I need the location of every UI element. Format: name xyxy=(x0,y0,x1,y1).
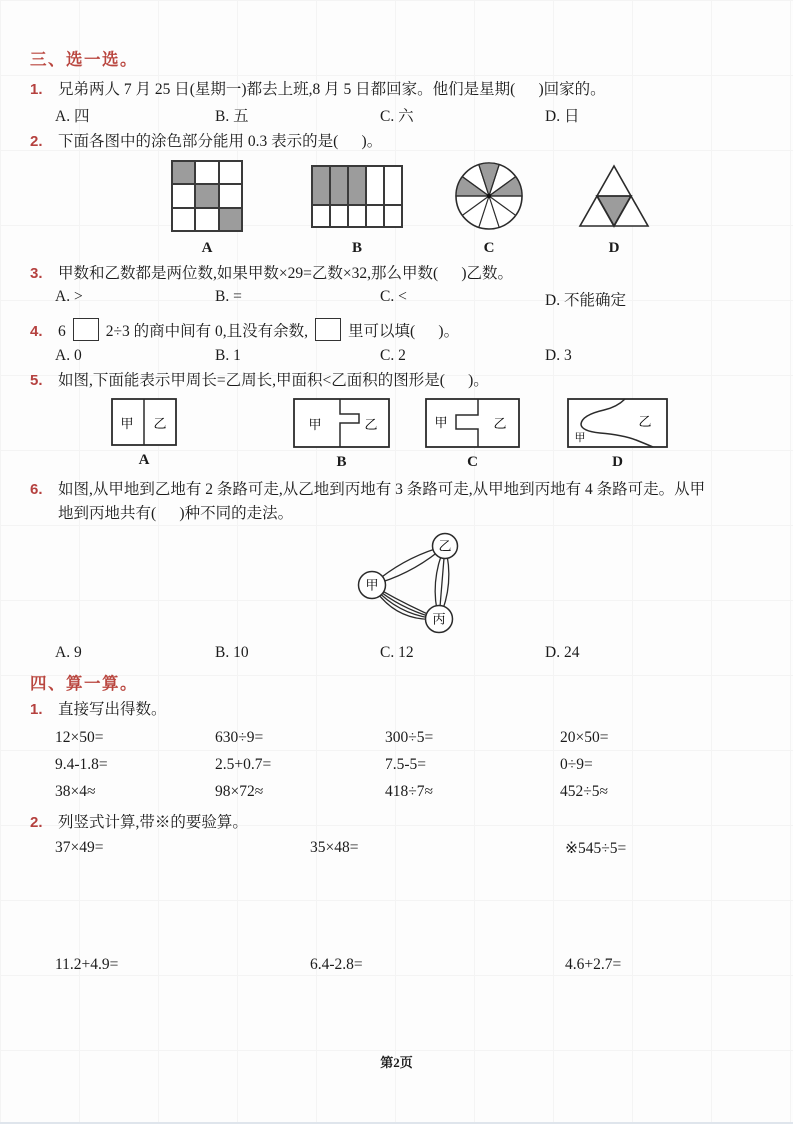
blank-box xyxy=(73,318,99,341)
question-2 xyxy=(30,130,765,154)
question-3-option-a: A. > xyxy=(55,288,83,306)
question-2-figure-d xyxy=(574,158,654,256)
q2-figure-a-label: A xyxy=(201,240,213,257)
calc-question-1-number: 1. xyxy=(30,701,43,719)
question-6-text: 如图,从甲地到乙地有 2 条路可走,从乙地到丙地有 3 条路可走,从甲地到丙地有 4 条路可走。从甲 地到丙地共有( )种不同的走法。 xyxy=(58,481,706,523)
q6-node-yi: 乙 xyxy=(438,538,452,554)
question-6 xyxy=(30,478,765,526)
q6-node-jia: 甲 xyxy=(365,577,379,593)
question-5-figure-d xyxy=(567,398,668,470)
problem: 20×50= xyxy=(560,729,609,747)
q2-figure-b-label: B xyxy=(351,240,362,257)
calc-question-2-number: 2. xyxy=(30,814,43,832)
question-3 xyxy=(30,262,765,286)
question-5-number: 5. xyxy=(30,372,43,390)
q5-wavy-split-figure xyxy=(567,398,668,448)
calc-question-1 xyxy=(30,698,765,722)
q5-figure-c-label: C xyxy=(467,454,478,471)
question-3-text: 甲数和乙数都是两位数,如果甲数×29=乙数×32,那么甲数( )乙数。 xyxy=(58,265,514,283)
page-number: 第2页 xyxy=(380,1055,413,1070)
calc-question-2-text: 列竖式计算,带※的要验算。 xyxy=(58,814,248,832)
question-6-option-b: B. 10 xyxy=(215,644,249,662)
problem: 0÷9= xyxy=(560,756,593,774)
question-3-option-b: B. = xyxy=(215,288,242,306)
svg-text:甲: 甲 xyxy=(308,417,322,433)
problem: 38×4≈ xyxy=(55,783,96,801)
question-2-figure-a xyxy=(171,158,243,256)
question-4-option-c: C. 2 xyxy=(380,347,406,365)
question-5-figures xyxy=(30,398,765,470)
problem: 35×48= xyxy=(310,839,359,857)
question-1-option-b: B. 五 xyxy=(215,108,249,126)
q6-paths-diagram xyxy=(338,526,508,640)
svg-text:乙: 乙 xyxy=(493,416,507,432)
problem: 2.5+0.7= xyxy=(215,756,272,774)
question-2-figure-b xyxy=(311,158,403,256)
q2-grid-figure xyxy=(171,160,243,232)
question-5 xyxy=(30,369,765,393)
section4-heading: 四、算一算。 xyxy=(30,675,138,694)
problem: 4.6+2.7= xyxy=(565,956,622,974)
q5-figure-b-label: B xyxy=(336,454,347,471)
question-4-option-d: D. 3 xyxy=(545,347,572,365)
question-6-option-d: D. 24 xyxy=(545,644,580,662)
question-6-number: 6. xyxy=(30,481,43,499)
question-1-text: 兄弟两人 7 月 25 日(星期一)都去上班,8 月 5 日都回家。他们是星期( )回家的。 xyxy=(58,81,606,98)
svg-text:甲: 甲 xyxy=(120,416,134,432)
q2-figure-d-label: D xyxy=(608,240,620,257)
problem: 630÷9= xyxy=(215,729,264,747)
question-6-options xyxy=(30,644,765,662)
problem: ※545÷5= xyxy=(565,840,627,858)
question-3-option-d: D. 不能确定 xyxy=(545,292,626,310)
svg-text:甲: 甲 xyxy=(434,415,448,431)
problem: 9.4-1.8= xyxy=(55,756,108,774)
svg-text:甲: 甲 xyxy=(574,432,586,445)
question-1-option-c: C. 六 xyxy=(380,108,414,126)
question-5-figure-b xyxy=(293,398,390,470)
question-2-figures xyxy=(30,158,765,256)
question-2-figure-c xyxy=(452,158,526,256)
question-1-number: 1. xyxy=(30,81,43,98)
q2-pie-figure xyxy=(452,159,526,233)
question-6-diagram-wrap xyxy=(30,526,765,640)
problem: 37×49= xyxy=(55,839,104,857)
column-calc-row-2 xyxy=(30,956,765,974)
q2-triangle-figure xyxy=(574,162,654,230)
question-4-option-a: A. 0 xyxy=(55,347,82,365)
problem: 300÷5= xyxy=(385,729,434,747)
problem: 6.4-2.8= xyxy=(310,956,363,974)
question-4-options xyxy=(30,347,765,365)
question-6-option-a: A. 9 xyxy=(55,644,82,662)
question-4-option-b: B. 1 xyxy=(215,347,241,365)
blank-box xyxy=(315,318,341,341)
svg-text:乙: 乙 xyxy=(153,416,167,432)
svg-text:乙: 乙 xyxy=(638,414,652,430)
q6-node-bing: 丙 xyxy=(432,611,446,627)
problem: 7.5-5= xyxy=(385,756,427,774)
question-1-options xyxy=(30,104,765,126)
question-4-number: 4. xyxy=(30,323,43,341)
q5-figure-a-label: A xyxy=(138,452,150,469)
question-2-number: 2. xyxy=(30,133,43,151)
problem: 12×50= xyxy=(55,729,104,747)
q5-notch-right-figure xyxy=(293,398,390,448)
calc-question-2 xyxy=(30,811,765,835)
question-5-text: 如图,下面能表示甲周长=乙周长,甲面积<乙面积的图形是( )。 xyxy=(58,372,489,390)
question-3-number: 3. xyxy=(30,265,43,283)
calc-question-1-text: 直接写出得数。 xyxy=(58,701,167,719)
q5-figure-d-label: D xyxy=(612,454,623,471)
question-3-options xyxy=(30,288,765,310)
mental-math-grid xyxy=(30,724,765,805)
q5-notch-left-figure xyxy=(425,398,520,448)
question-5-figure-c xyxy=(425,398,520,470)
problem: 452÷5≈ xyxy=(560,783,609,801)
column-calc-row-1 xyxy=(30,839,765,858)
problem: 98×72≈ xyxy=(215,783,264,801)
question-3-option-c: C. < xyxy=(380,288,407,306)
q2-bar-figure xyxy=(311,165,403,228)
problem: 11.2+4.9= xyxy=(55,956,119,974)
question-6-option-c: C. 12 xyxy=(380,644,414,662)
problem: 418÷7≈ xyxy=(385,783,434,801)
svg-text:乙: 乙 xyxy=(364,417,378,433)
question-4-text: 6 2÷3 的商中间有 0,且没有余数, 里可以填( )。 xyxy=(58,316,765,347)
question-5-figure-a xyxy=(111,398,177,468)
question-1-option-a: A. 四 xyxy=(55,108,90,126)
question-2-text: 下面各图中的涂色部分能用 0.3 表示的是( )。 xyxy=(58,133,383,151)
q5-rect-split-figure xyxy=(111,398,177,446)
section3-heading: 三、选一选。 xyxy=(30,51,138,69)
question-1 xyxy=(30,78,765,102)
question-1-option-d: D. 日 xyxy=(545,108,580,126)
question-4 xyxy=(30,316,765,347)
q2-figure-c-label: C xyxy=(483,240,495,257)
